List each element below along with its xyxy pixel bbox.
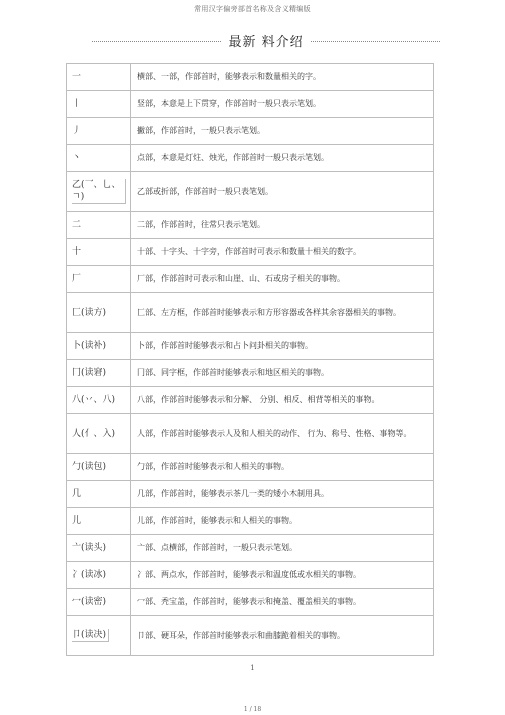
page-count: 1 / 18 — [243, 706, 262, 713]
section-title: 最新 料介绍 — [228, 34, 304, 50]
table-row — [67, 212, 434, 239]
description-cell: 厂部，作部首时可表示和山崖、山、石或房子相关的事物。 — [131, 266, 434, 293]
radical-cell: 卜(读补) — [67, 333, 131, 360]
description-cell: 竖部，本意是上下贯穿，作部首时一般只表示笔划。 — [131, 91, 434, 118]
table-row — [67, 387, 434, 414]
radical-box: 乙(乛、乚、ㄱ) — [72, 179, 126, 204]
table-row — [67, 293, 434, 333]
radical-cell: 二 — [67, 212, 131, 239]
radical-cell — [67, 616, 131, 656]
table-row — [67, 508, 434, 535]
radical-cell: 十 — [67, 239, 131, 266]
table-row — [67, 360, 434, 387]
dotted-rule-right — [311, 41, 440, 42]
radical-cell: 亠(读头) — [67, 535, 131, 562]
radical-cell: 冖(读密) — [67, 589, 131, 616]
description-cell: 冂部、同字框，作部首时能够表示和地区相关的事物。 — [131, 360, 434, 387]
table-row — [67, 145, 434, 172]
description-cell: 八部，作部首时能够表示和分解、 分别、相反、相背等相关的事物。 — [131, 387, 434, 414]
dotted-rule-left — [92, 41, 221, 42]
radical-cell — [67, 172, 131, 212]
description-cell: 人部，作部首时能够表示人及和人相关的动作、 行为、称号、性格、事物等。 — [131, 414, 434, 454]
description-cell: 儿部，作部首时，能够表示和人相关的事物。 — [131, 508, 434, 535]
description-cell: 乙部或折部，作部首时一般只表笔划。 — [131, 172, 434, 212]
description-cell: 十部、十字头、十字旁，作部首时可表示和数量十相关的数字。 — [131, 239, 434, 266]
table-row — [67, 454, 434, 481]
radical-box: 卩(读决) — [72, 629, 109, 642]
page-number: 1 — [250, 664, 255, 672]
table-row — [67, 616, 434, 656]
description-cell: 匚部、左方框，作部首时能够表示和方形容器或各样其余容器相关的事物。 — [131, 293, 434, 333]
radicals-table — [66, 63, 434, 656]
description-cell: 二部，作部首时，往常只表示笔划。 — [131, 212, 434, 239]
description-cell: 亠部、点横部，作部首时，一般只表示笔划。 — [131, 535, 434, 562]
radical-cell: 匚(读方) — [67, 293, 131, 333]
table-row — [67, 118, 434, 145]
table-row — [67, 64, 434, 91]
radical-cell: 丨 — [67, 91, 131, 118]
section-title-row — [92, 30, 440, 50]
document-header: 常用汉字偏旁部首名称及含义精编版 — [194, 5, 311, 13]
table-row — [67, 414, 434, 454]
description-cell: 卩部、硬耳朵，作部首时能够表示和曲膝跪着相关的事物。 — [131, 616, 434, 656]
description-cell: 勹部，作部首时能够表示和人相关的事物。 — [131, 454, 434, 481]
description-cell: 点部，本意是灯炷、烛光，作部首时一般只表示笔划。 — [131, 145, 434, 172]
table-row — [67, 535, 434, 562]
radical-cell: 八(丷、八) — [67, 387, 131, 414]
table-row — [67, 172, 434, 212]
radical-cell: 人(亻、入) — [67, 414, 131, 454]
description-cell: 卜部，作部首时能够表示和占卜问卦相关的事物。 — [131, 333, 434, 360]
radical-cell: 厂 — [67, 266, 131, 293]
description-cell: 横部、一部，作部首时，能够表示和数量相关的字。 — [131, 64, 434, 91]
description-cell: 冖部、秃宝盖，作部首时，能够表示和掩盖、覆盖相关的事物。 — [131, 589, 434, 616]
description-cell: 几部，作部首时，能够表示茶几一类的矮小木制用具。 — [131, 481, 434, 508]
table-row — [67, 481, 434, 508]
table-row — [67, 266, 434, 293]
radical-cell: 勹(读包) — [67, 454, 131, 481]
radical-cell: 丿 — [67, 118, 131, 145]
radical-cell: 儿 — [67, 508, 131, 535]
table-row — [67, 589, 434, 616]
table-row — [67, 562, 434, 589]
radical-cell: 冫(读冰) — [67, 562, 131, 589]
description-cell: 冫部、两点水，作部首时，能够表示和温度低或水相关的事物。 — [131, 562, 434, 589]
radical-cell: 几 — [67, 481, 131, 508]
table-row — [67, 333, 434, 360]
radical-cell: 冂(读窘) — [67, 360, 131, 387]
table-row — [67, 91, 434, 118]
description-cell: 撇部，作部首时，一般只表示笔划。 — [131, 118, 434, 145]
radical-cell: 丶 — [67, 145, 131, 172]
radical-cell: 一 — [67, 64, 131, 91]
table-row — [67, 239, 434, 266]
